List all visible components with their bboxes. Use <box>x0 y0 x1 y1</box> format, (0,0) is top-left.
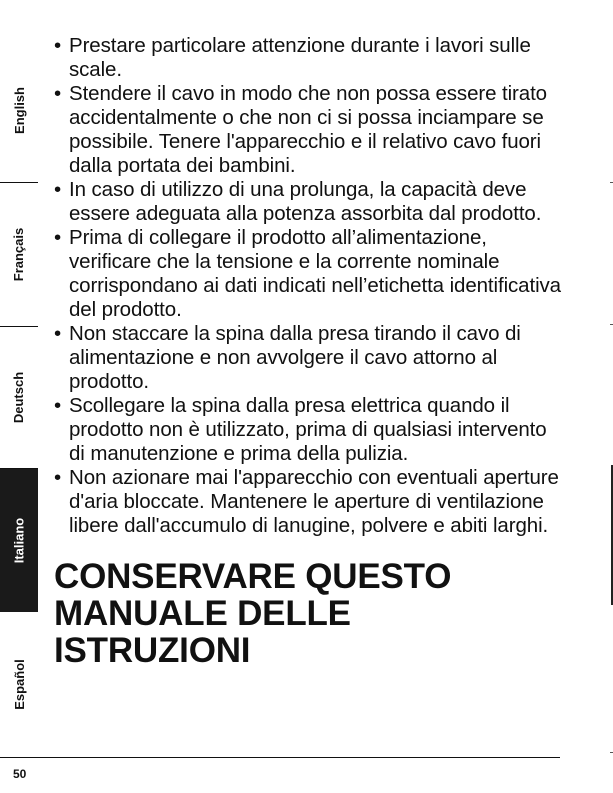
safety-list <box>54 34 564 538</box>
tab-label-francais: Français <box>11 227 27 282</box>
section-heading: CONSERVARE QUESTO MANUALE DELLE ISTRUZIONI <box>54 557 452 670</box>
list-item: • Stendere il cavo in modo che non possa essere tirato accidentalmente o che non ci si possa inciampare se possibile. Tenere l'apparecchio e il relativo cavo fuori dalla portata dei bambini. <box>54 82 564 178</box>
footer-divider <box>0 757 560 758</box>
page-number: 50 <box>13 767 27 781</box>
tab-label-english: English <box>11 86 27 134</box>
tab-espanol[interactable] <box>0 612 38 756</box>
page-content <box>54 34 564 669</box>
list-item: • In caso di utilizzo di una prolunga, la capacità deve essere adeguata alla potenza assorbita dal prodotto. <box>54 178 564 226</box>
tab-label-espanol: Español <box>11 658 27 710</box>
list-item: • Non staccare la spina dalla presa tirando il cavo di alimentazione e non avvolgere il cavo attorno al prodotto. <box>54 322 564 394</box>
tab-english[interactable] <box>0 38 38 182</box>
tab-label-italiano: Italiano <box>11 517 27 564</box>
list-item: • Prestare particolare attenzione durante i lavori sulle scale. <box>54 34 564 82</box>
list-item: • Scollegare la spina dalla presa elettrica quando il prodotto non è utilizzato, prima di qualsiasi intervento di manutenzione e prima della pulizia. <box>54 394 564 466</box>
list-item: • Prima di collegare il prodotto all’alimentazione, verificare che la tensione e la corrente nominale corrispondano ai dati indicati nell’etichetta identificativa del prodotto. <box>54 226 564 322</box>
language-tabs <box>0 38 38 758</box>
tab-label-deutsch: Deutsch <box>11 371 27 424</box>
list-item: • Non azionare mai l'apparecchio con eventuali aperture d'aria bloccate. Mantenere le aperture di ventilazione libere dall'accumulo di lanugine, polvere e abiti larghi. <box>54 466 564 538</box>
tab-francais[interactable] <box>0 182 38 326</box>
tab-italiano[interactable] <box>0 468 38 612</box>
tab-deutsch[interactable] <box>0 326 38 468</box>
